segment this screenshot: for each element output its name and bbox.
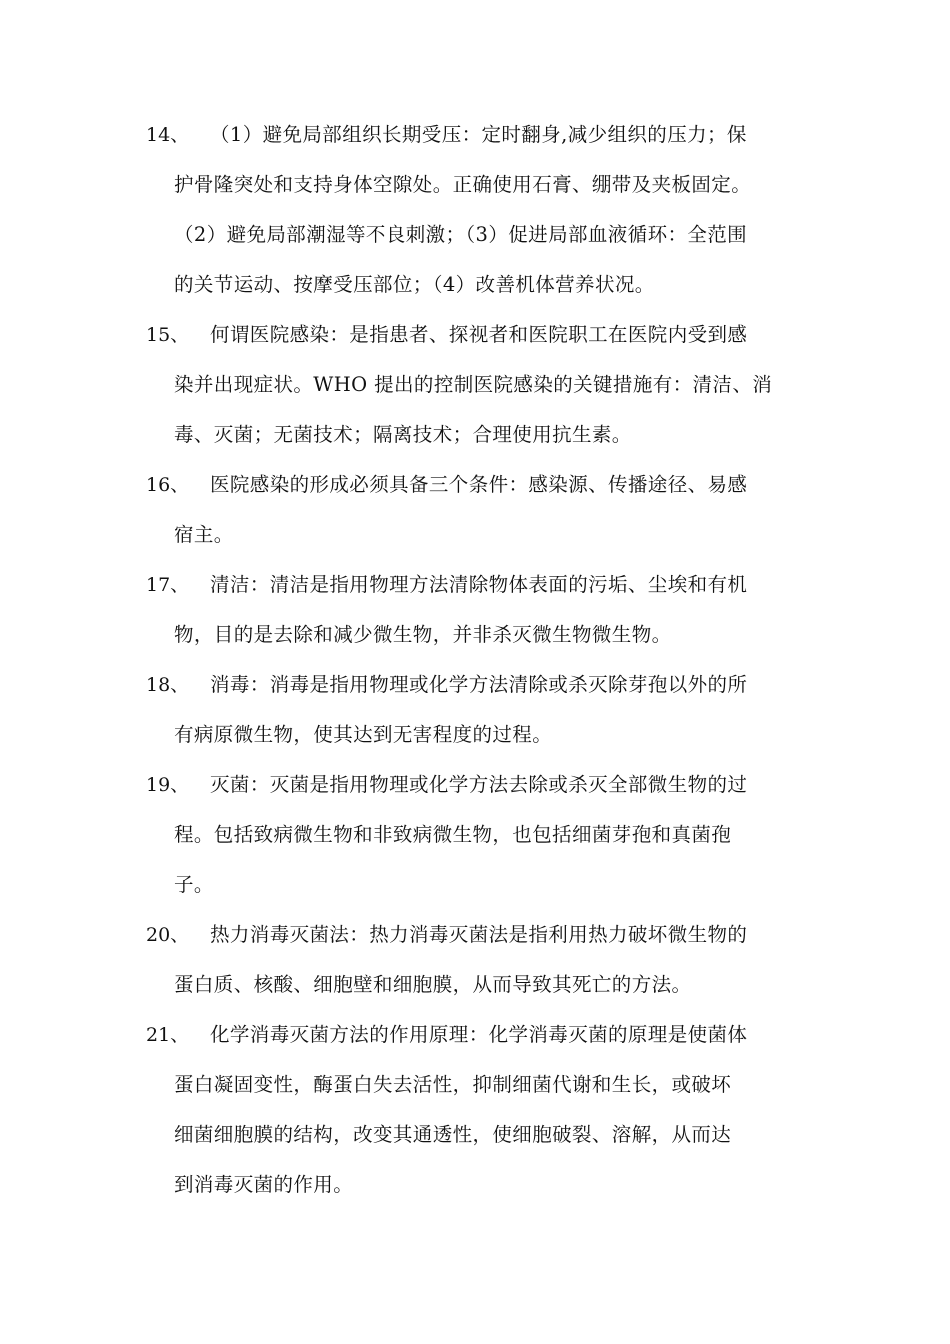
- item-number: 21、: [146, 1024, 190, 1046]
- item-text-line: 染并出现症状。WHO 提出的控制医院感染的关键措施有：清洁、消: [174, 373, 773, 396]
- item-number: 18、: [146, 674, 190, 696]
- item-text-line: 程。包括致病微生物和非致病微生物，也包括细菌芽孢和真菌孢: [174, 823, 732, 846]
- item-text-line: 医院感染的形成必须具备三个条件：感染源、传播途径、易感: [210, 473, 748, 496]
- item-text-line: 细菌细胞膜的结构，改变其通透性，使细胞破裂、溶解，从而达: [174, 1123, 732, 1146]
- item-text-line: 热力消毒灭菌法：热力消毒灭菌法是指利用热力破坏微生物的: [210, 923, 748, 946]
- item-text-line: 蛋白质、核酸、细胞壁和细胞膜，从而导致其死亡的方法。: [174, 973, 692, 996]
- item-text-line: 消毒：消毒是指用物理或化学方法清除或杀灭除芽孢以外的所: [210, 673, 748, 696]
- item-text-line: 何谓医院感染：是指患者、探视者和医院职工在医院内受到感: [210, 323, 748, 346]
- list-item: [146, 560, 810, 660]
- item-number: 17、: [146, 574, 190, 596]
- list-item: [146, 910, 810, 1010]
- item-number: 19、: [146, 774, 190, 796]
- list-item: [146, 310, 810, 460]
- item-number: 20、: [146, 924, 190, 946]
- list-item: [146, 660, 810, 760]
- item-text-line: （1）避免局部组织长期受压：定时翻身,减少组织的压力；保: [210, 123, 747, 146]
- item-text-line: 物，目的是去除和减少微生物，并非杀灭微生物微生物。: [174, 623, 672, 646]
- item-text-line: 有病原微生物，使其达到无害程度的过程。: [174, 723, 553, 746]
- item-number: 14、: [146, 124, 190, 146]
- item-text-line: 宿主。: [174, 523, 234, 546]
- list-item: [146, 460, 810, 560]
- item-text-line: 护骨隆突处和支持身体空隙处。正确使用石膏、绷带及夹板固定。: [174, 173, 752, 196]
- list-item: [146, 760, 810, 910]
- item-text-line: 毒、灭菌；无菌技术；隔离技术；合理使用抗生素。: [174, 423, 632, 446]
- item-text-line: 化学消毒灭菌方法的作用原理：化学消毒灭菌的原理是使菌体: [210, 1023, 748, 1046]
- item-text-line: （2）避免局部潮湿等不良刺激；（3）促进局部血液循环：全范围: [174, 223, 748, 246]
- item-number: 16、: [146, 474, 190, 496]
- item-text-line: 蛋白凝固变性，酶蛋白失去活性，抑制细菌代谢和生长，或破坏: [174, 1073, 732, 1096]
- list-item: [146, 110, 810, 310]
- item-text-line: 到消毒灭菌的作用。: [174, 1173, 354, 1196]
- item-number: 15、: [146, 324, 190, 346]
- item-text-line: 清洁：清洁是指用物理方法清除物体表面的污垢、尘埃和有机: [210, 573, 748, 596]
- list-item: [146, 1010, 810, 1210]
- item-text-line: 子。: [174, 873, 214, 896]
- item-text-line: 灭菌：灭菌是指用物理或化学方法去除或杀灭全部微生物的过: [210, 773, 748, 796]
- item-text-line: 的关节运动、按摩受压部位；（4）改善机体营养状况。: [174, 273, 655, 296]
